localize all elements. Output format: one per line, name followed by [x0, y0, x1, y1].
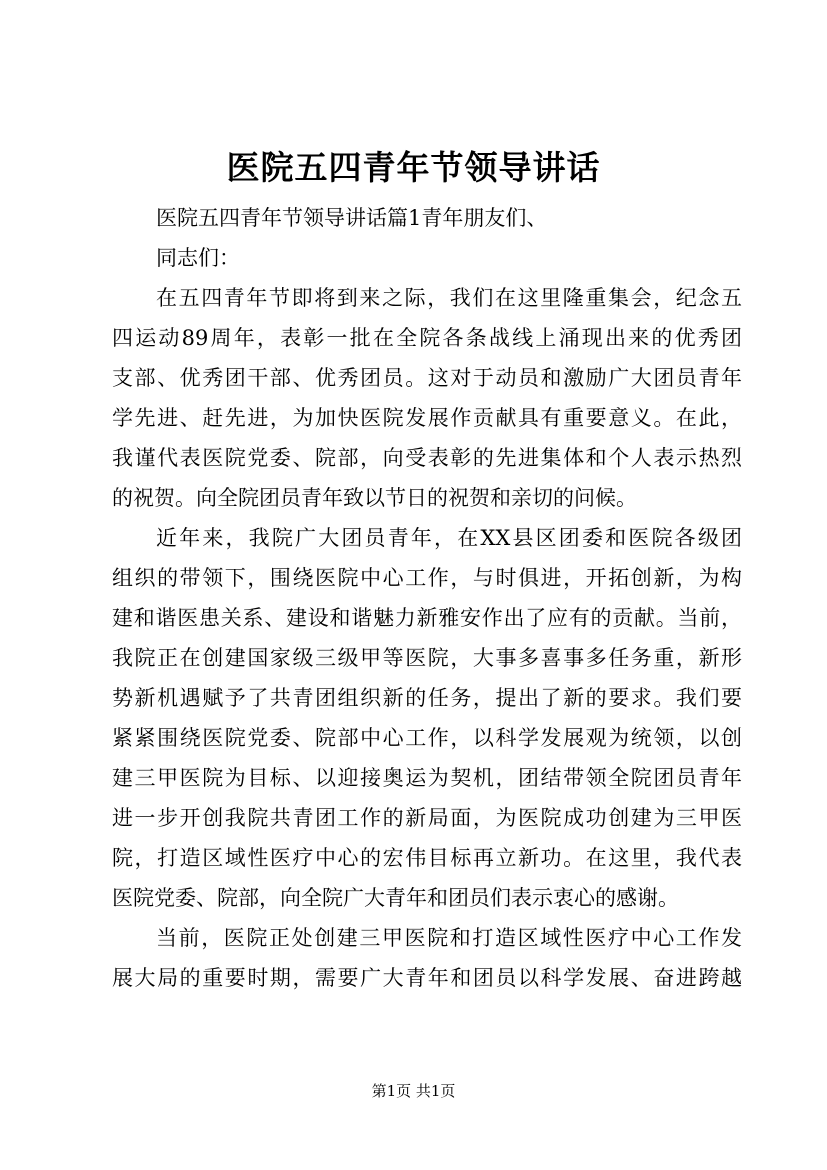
- body-line: 紧紧围绕医院党委、院部中心工作，以科学发展观为统领，以创: [112, 726, 742, 750]
- document-body: [112, 198, 742, 998]
- body-line: 建和谐医患关系、建设和谐魅力新雅安作出了应有的贡献。当前，: [112, 606, 742, 630]
- body-line: 我谨代表医院党委、院部，向受表彰的先进集体和个人表示热烈: [112, 446, 742, 470]
- body-line: 医院五四青年节领导讲话篇1青年朋友们、: [156, 206, 548, 230]
- body-line: 学先进、赶先进，为加快医院发展作贡献具有重要意义。在此，: [112, 406, 742, 430]
- body-line: 院，打造区域性医疗中心的宏伟目标再立新功。在这里，我代表: [112, 846, 742, 870]
- document-title: 医院五四青年节领导讲话: [226, 148, 601, 187]
- body-line: 同志们：: [156, 246, 240, 270]
- body-line: 四运动89周年，表彰一批在全院各条战线上涌现出来的优秀团: [112, 326, 742, 350]
- body-line: 支部、优秀团干部、优秀团员。这对于动员和激励广大团员青年: [112, 366, 742, 390]
- body-line: 在五四青年节即将到来之际，我们在这里隆重集会，纪念五: [156, 286, 742, 310]
- body-line: 当前，医院正处创建三甲医院和打造区域性医疗中心工作发: [156, 926, 742, 950]
- page-footer: 第1页 共1页: [371, 1082, 456, 1100]
- body-line: 展大局的重要时期，需要广大青年和团员以科学发展、奋进跨越: [112, 966, 742, 990]
- body-line: 建三甲医院为目标、以迎接奥运为契机，团结带领全院团员青年: [112, 766, 742, 790]
- body-line: 势新机遇赋予了共青团组织新的任务，提出了新的要求。我们要: [112, 686, 742, 710]
- body-line: 进一步开创我院共青团工作的新局面，为医院成功创建为三甲医: [112, 806, 742, 830]
- body-line: 医院党委、院部，向全院广大青年和团员们表示衷心的感谢。: [112, 886, 679, 910]
- body-line: 的祝贺。向全院团员青年致以节日的祝贺和亲切的问候。: [112, 486, 637, 510]
- body-line: 我院正在创建国家级三级甲等医院，大事多喜事多任务重，新形: [112, 646, 742, 670]
- body-line: 近年来，我院广大团员青年，在XX县区团委和医院各级团: [156, 526, 742, 550]
- body-line: 组织的带领下，围绕医院中心工作，与时俱进，开拓创新，为构: [112, 566, 742, 590]
